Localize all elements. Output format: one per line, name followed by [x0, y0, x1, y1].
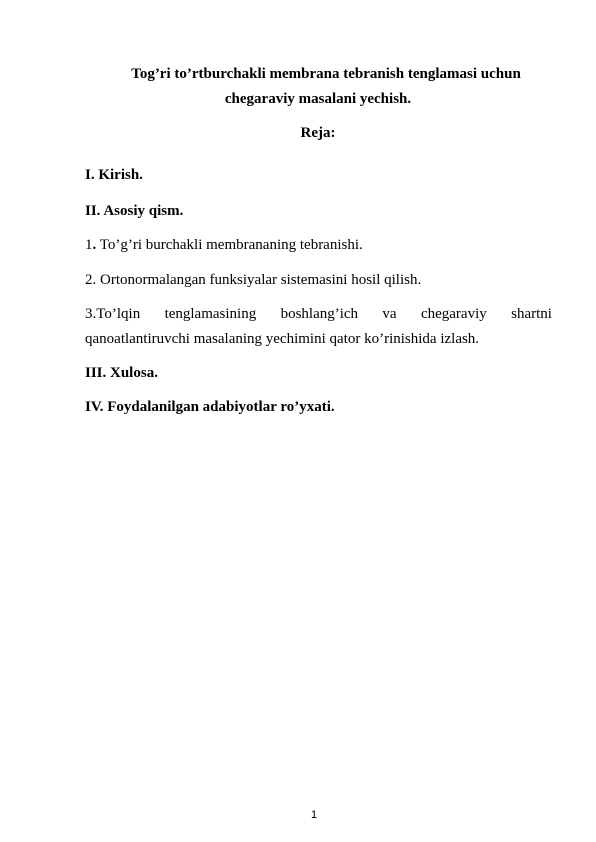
plan-item-2: 2. Ortonormalangan funksiyalar sistemasini hosil qilish.	[85, 272, 422, 288]
plan-item-3-word: boshlang’ich	[280, 306, 359, 322]
plan-item-3-word: 3.To’lqin	[85, 306, 141, 322]
section-intro: I. Kirish.	[85, 167, 143, 183]
section-conclusion: III. Xulosa.	[85, 365, 158, 381]
plan-item-1-separator: .	[92, 237, 97, 253]
plan-item-3-word: chegaraviy	[420, 306, 487, 322]
plan-heading: Reja:	[300, 125, 336, 141]
title-line-1: Tog’ri to’rtburchakli membrana tebranish tenglamasi uchun	[131, 66, 521, 82]
title-line-2: chegaraviy masalani yechish.	[224, 91, 412, 107]
plan-item-3-line-1	[85, 305, 552, 323]
section-references: IV. Foydalanilgan adabiyotlar ro’yxati.	[85, 399, 335, 415]
section-main: II. Asosiy qism.	[85, 203, 184, 219]
plan-item-3-word: tenglamasining	[164, 306, 257, 322]
plan-item-1-text: To’g’ri burchakli membrananing tebranishi.	[96, 237, 363, 253]
plan-item-1	[85, 236, 363, 254]
page-number: 1	[310, 809, 318, 821]
plan-item-1-number: 1	[85, 237, 93, 253]
plan-item-3-line-2: qanoatlantiruvchi masalaning yechimini qator ko’rinishida izlash.	[85, 331, 480, 347]
plan-item-3-word: va	[382, 306, 397, 322]
plan-item-3-word: shartni	[511, 306, 552, 322]
